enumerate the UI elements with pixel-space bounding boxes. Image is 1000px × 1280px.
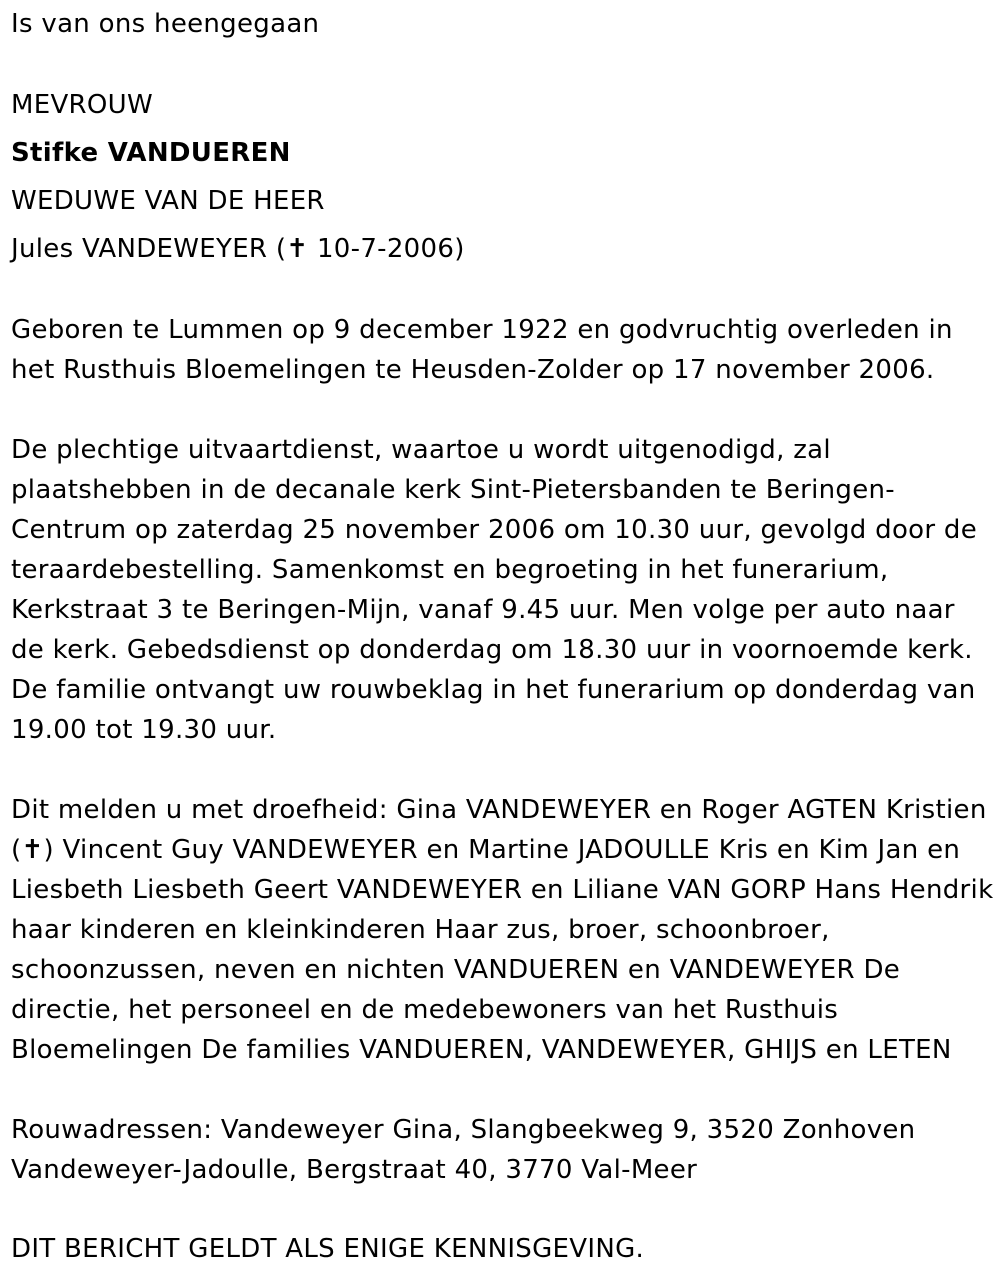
paragraph-line: Rouwadressen: Vandeweyer Gina, Slangbeekweg 9, 3520 Zonhoven: [11, 1115, 916, 1145]
deceased-name: Stifke VANDUEREN: [11, 138, 291, 168]
paragraph-line: De plechtige uitvaartdienst, waartoe u wordt uitgenodigd, zal: [11, 435, 831, 465]
paragraph-line: Bloemelingen De families VANDUEREN, VANDEWEYER, GHIJS en LETEN: [11, 1035, 952, 1065]
address-paragraph: [11, 1110, 996, 1190]
paragraph-line: schoonzussen, neven en nichten VANDUEREN en VANDEWEYER De: [11, 955, 901, 985]
service-paragraph: [11, 430, 996, 750]
intro-line: Is van ons heengegaan: [11, 9, 320, 39]
paragraph-line: plaatshebben in de decanale kerk Sint-Pietersbanden te Beringen-: [11, 475, 895, 505]
paragraph-line: de kerk. Gebedsdienst op donderdag om 18.30 uur in voornoemde kerk.: [11, 635, 973, 665]
title-prefix: MEVROUW: [11, 90, 154, 120]
paragraph-line: Kerkstraat 3 te Beringen-Mijn, vanaf 9.45 uur. Men volge per auto naar: [11, 595, 955, 625]
paragraph-line: 19.00 tot 19.30 uur.: [11, 715, 277, 745]
family-paragraph: [11, 790, 996, 1070]
paragraph-line: Dit melden u met droefheid: Gina VANDEWEYER en Roger AGTEN Kristien: [11, 795, 987, 825]
paragraph-line: Liesbeth Liesbeth Geert VANDEWEYER en Liliane VAN GORP Hans Hendrik: [11, 875, 994, 905]
paragraph-line: De familie ontvangt uw rouwbeklag in het funerarium op donderdag van: [11, 675, 976, 705]
paragraph-line: (✝) Vincent Guy VANDEWEYER en Martine JADOULLE Kris en Kim Jan en: [11, 835, 961, 865]
closing-line: DIT BERICHT GELDT ALS ENIGE KENNISGEVING.: [11, 1234, 645, 1264]
paragraph-line: Centrum op zaterdag 25 november 2006 om 10.30 uur, gevolgd door de: [11, 515, 978, 545]
paragraph-line: haar kinderen en kleinkinderen Haar zus, broer, schoonbroer,: [11, 915, 830, 945]
widow-line: WEDUWE VAN DE HEER: [11, 186, 325, 216]
paragraph-line: Vandeweyer-Jadoulle, Bergstraat 40, 3770 Val-Meer: [11, 1155, 698, 1185]
paragraph-line: directie, het personeel en de medebewoners van het Rusthuis: [11, 995, 839, 1025]
paragraph-line: het Rusthuis Bloemelingen te Heusden-Zolder op 17 november 2006.: [11, 355, 935, 385]
spouse-line: Jules VANDEWEYER (✝ 10-7-2006): [11, 234, 465, 264]
birth-paragraph: [11, 310, 996, 390]
paragraph-line: Geboren te Lummen op 9 december 1922 en godvruchtig overleden in: [11, 315, 953, 345]
paragraph-line: teraardebestelling. Samenkomst en begroeting in het funerarium,: [11, 555, 889, 585]
